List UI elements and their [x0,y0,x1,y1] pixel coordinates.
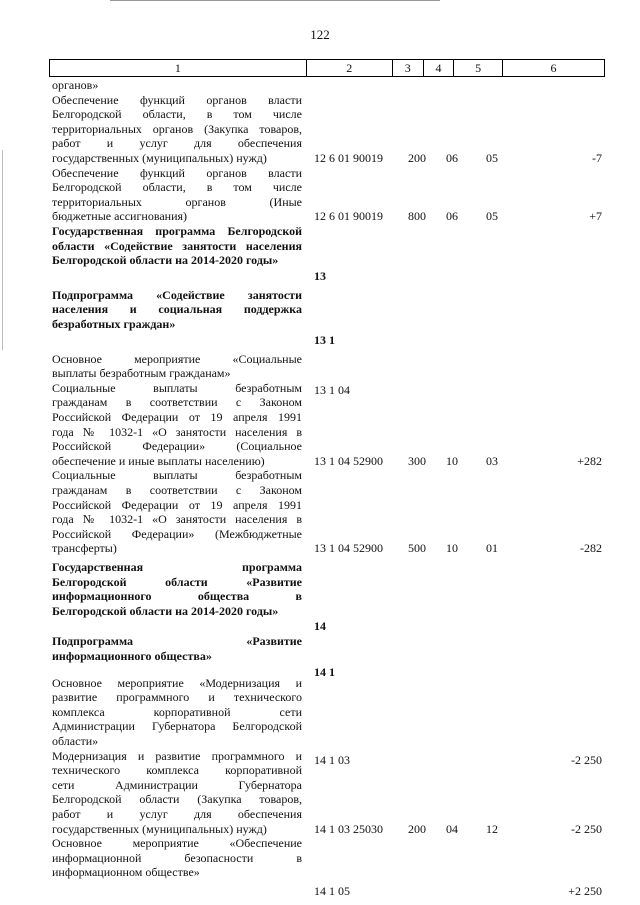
row-vr: 200 [408,821,426,836]
description-line: гражданам в соответствии с Законом [52,395,302,410]
header-col-2: 2 [307,60,393,76]
header-col-3: 3 [393,60,424,76]
row-vr: 500 [408,541,426,556]
description-line: населения и социальная поддержка [52,302,302,317]
header-col-1: 1 [50,60,307,76]
description-line: территориальных органов (Закупка товаров, [52,121,302,136]
header-col-6: 6 [550,61,557,75]
description-line: Белгородской области «Развитие [52,574,302,589]
row-sum: +7 [589,209,602,224]
description-line: информационном обществе» [52,865,200,880]
description-line: комплекса корпоративной сети [52,704,302,719]
description-line: Основное мероприятие «Обеспечение [52,836,302,851]
description-line: года № 1032-1 «О занятости населения в [52,512,302,527]
description-line: Подпрограмма «Содействие занятости [52,287,302,302]
row-rz: 04 [446,821,458,836]
row-rz: 06 [446,209,458,224]
description-line: Социальные выплаты безработным [52,468,302,483]
description-line: Обеспечение функций органов власти [52,92,302,107]
description-line: технического комплекса корпоративной [52,763,302,778]
description-line: Модернизация и развитие программного и [52,748,302,763]
description-line: безработных граждан» [52,316,176,331]
binding-mark [2,150,3,350]
row-sum: +282 [577,453,602,468]
row-pr: 05 [486,151,498,165]
description-line: области» [52,733,99,748]
description-line: Администрации Губернатора Белгородской [52,719,302,734]
header-col-5: 5 [454,60,503,76]
description-line: территориальных органов (Иные [52,194,302,209]
description-line: Государственная программа [52,560,302,574]
row-code: 13 [314,268,326,283]
description-line: Белгородской области, в том числе [52,180,302,195]
row-sum: -2 250 [571,752,602,767]
row-pr: 01 [486,541,498,556]
row-description [52,78,302,93]
header-col-4: 4 [424,60,455,76]
description-line: обеспечение и иные выплаты населению) [52,453,265,468]
row-pr: 12 [486,821,498,836]
description-line: Российской Федерации от 19 апреля 1991 [52,497,302,512]
description-line: Обеспечение функций органов власти [52,165,302,180]
description-line: Белгородской области на 2014-2020 годы» [52,603,279,618]
row-vr: 200 [408,151,426,165]
description-line: Государственная программа Белгородской [52,224,302,238]
row-code: 14 1 03 [314,752,350,767]
row-description [52,676,302,749]
description-line: выплаты безработным гражданам» [52,366,231,381]
description-line: Белгородской области, в том числе [52,107,302,122]
row-rz: 06 [446,151,458,165]
description-line: Основное мероприятие «Социальные [52,351,302,366]
description-line: органов» [52,78,99,92]
row-sum: -2 250 [571,821,602,836]
row-code: 12 6 01 90019 [314,209,383,224]
row-description [52,468,302,556]
table-header [49,59,605,77]
row-description [52,166,302,224]
row-description [52,560,302,618]
row-rz: 10 [446,453,458,468]
row-sum: -282 [580,541,602,556]
page-number: 122 [310,27,330,42]
description-line: Социальные выплаты безработным [52,380,302,395]
row-code: 12 6 01 90019 [314,151,383,165]
description-line: трансферты) [52,541,117,556]
row-description [52,352,302,381]
description-line: Российской Федерации» (Социальное [52,439,302,454]
row-description [52,381,302,469]
row-description [52,749,302,837]
row-description [52,93,302,166]
row-sum: -7 [592,151,602,165]
row-code: 13 1 04 52900 [314,541,383,556]
row-vr: 800 [408,209,426,224]
description-line: Основное мероприятие «Модернизация и [52,675,302,690]
description-line: Подпрограмма «Развитие [52,634,302,649]
row-description [52,288,302,332]
description-line: Белгородской области на 2014-2020 годы» [52,253,279,268]
row-pr: 03 [486,453,498,468]
row-code: 14 [314,619,326,634]
description-line: государственных (муниципальных) нужд) [52,821,267,836]
description-line: Российской Федерации» (Межбюджетные [52,526,302,541]
top-rule [110,0,440,1]
description-line: информационного общества в [52,589,302,604]
description-line: развитие программного и технического [52,690,302,705]
description-line: области «Содействие занятости населения [52,238,302,253]
row-code: 13 1 [314,332,335,347]
row-sum: +2 250 [568,884,602,898]
description-line: работ и услуг для обеспечения [52,806,302,821]
row-code: 14 1 [314,664,335,679]
row-description [52,836,302,880]
description-line: работ и услуг для обеспечения [52,136,302,151]
description-line: гражданам в соответствии с Законом [52,482,302,497]
row-code: 14 1 05 [314,884,350,898]
description-line: Белгородской области (Закупка товаров, [52,792,302,807]
row-code: 13 1 04 52900 [314,453,383,468]
description-line: информационного общества» [52,648,212,663]
description-line: Российской Федерации от 19 апреля 1991 [52,409,302,424]
row-description [52,634,302,663]
row-code: 14 1 03 25030 [314,821,383,836]
description-line: года № 1032-1 «О занятости населения в [52,424,302,439]
description-line: государственных (муниципальных) нужд) [52,150,267,165]
row-pr: 05 [486,209,498,224]
row-code: 13 1 04 [314,382,350,397]
description-line: бюджетные ассигнования) [52,209,188,224]
row-vr: 300 [408,453,426,468]
row-description [52,224,302,268]
description-line: сети Администрации Губернатора [52,777,302,792]
row-rz: 10 [446,541,458,556]
description-line: информационной безопасности в [52,850,302,865]
